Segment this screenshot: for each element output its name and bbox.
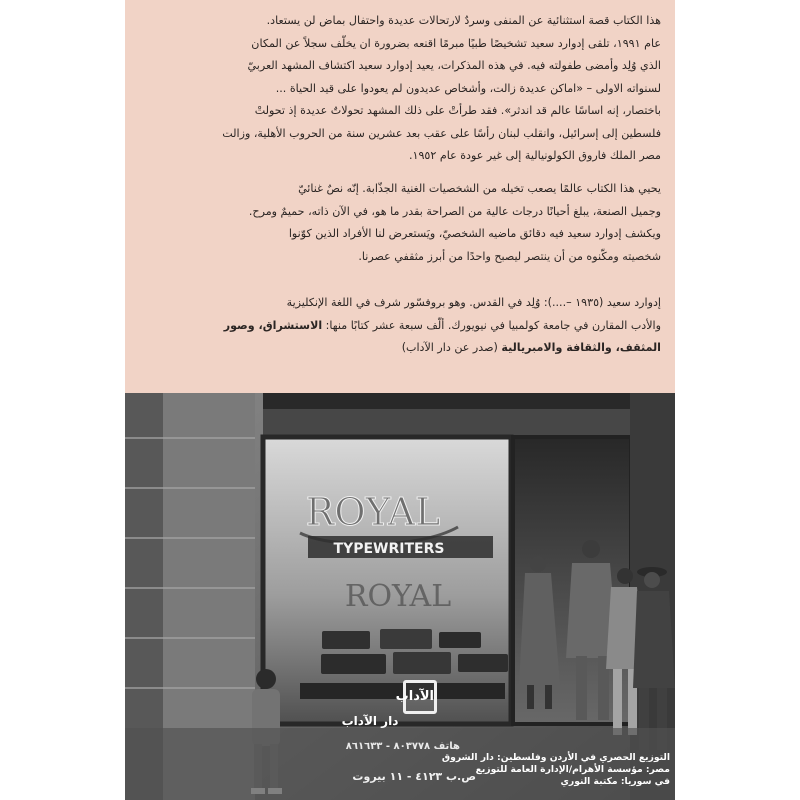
historical-storefront-photo [125, 393, 675, 800]
window-reflection-text: ROYAL [344, 579, 452, 614]
royal-sign: ROYAL [305, 490, 441, 534]
synopsis-line: يحيي هذا الكتاب عالمًا يصعب تخيله من الشخصيات الغنية الجذّابة. إنّه نصٌ غنائيّ [298, 182, 661, 195]
distribution-line: التوزيع الحصري في الأردن وفلسطين: دار الشروق [441, 752, 670, 763]
book-title-bold: المثقف، والثقافة والامبريالية [501, 341, 661, 354]
distribution-info [441, 752, 670, 787]
synopsis-line: مصر الملك فاروق الكولونيالية إلى غير عودة عام ١٩٥٢. [408, 149, 661, 162]
synopsis-line: باختصار، إنه اساسًا عالم قد اندثر». فقد طرأتْ على ذلك المشهد تحولاتٌ عديدة إذ تحولتْ [254, 104, 661, 117]
synopsis-paragraph-1 [139, 10, 661, 168]
synopsis-line: ويكشف إدوارد سعيد فيه دقائق ماضيه الشخصيّ، ويَستعرض لنا الأفراد الذين كوّنوا [288, 227, 661, 240]
distribution-line: مصر: مؤسسة الأهرام/الإدارة العامة للتوزيع [475, 763, 670, 775]
synopsis-line: هذا الكتاب قصة استثنائية عن المنفى وسردٌ لارتحالات عديدة واحتفال بماض لن يستعاد. [266, 14, 661, 27]
synopsis-line: عام ١٩٩١، تلقى إدوارد سعيد تشخيصًا طبيًا مبرمًا اقنعه بضرورة ان يخلّف سجلاً عن المكان [251, 36, 661, 50]
publisher-logo-icon: الآداب [403, 680, 437, 714]
synopsis-line: وجميل الصنعة، يبلغ أحيانًا درجات عالية من الصراحة بقدر ما هو، في الآن ذاته، حميمٌ ومرح. [248, 204, 661, 218]
author-bio-line [139, 315, 661, 338]
shop-header-band [263, 409, 649, 437]
publisher-phone: هاتف ٨٠٣٧٧٨ - ٨٦١٦٣٣ [345, 741, 460, 752]
typewriters-sign: TYPEWRITERS [333, 541, 445, 557]
synopsis-line: الذي وُلِد وأمضى طفولته فيه. في هذه المذكرات، يعيد إدوارد سعيد اكتشاف المشهد العربيّ [247, 59, 661, 72]
author-bio-line [139, 337, 661, 360]
publisher-po-box: ص.ب ٤١٢٣ - ١١ بيروت [352, 770, 476, 783]
author-bio-regular-text: والأدب المقارن في جامعة كولمبيا في نيويورك. ألّف سبعة عشر كتابًا منها: [322, 318, 661, 332]
synopsis-line: فلسطين إلى إسرائيل، وانقلب لبنان رأسًا على عقب بعد عشرين سنة من الحروب الأهلية، وزالت [222, 126, 661, 140]
publisher-name: دار الآداب [341, 714, 399, 728]
book-back-cover [125, 0, 675, 800]
synopsis-line: لسنواته الاولى – «اماكن عديدة زالت، وأشخاص عديدون لم يعودوا على قيد الحياة ... [275, 81, 661, 95]
synopsis-paragraph-2 [139, 178, 661, 268]
distribution-line: في سوريا: مكتبة النوري [560, 775, 670, 787]
storefront-photo-image [125, 393, 675, 800]
book-title-bold: الاستشراق، وصور [223, 318, 323, 332]
shop-top-frame [263, 393, 649, 409]
author-bio-line: إدوارد سعيد (١٩٣٥ –....): وُلِد في القدس. وهو بروفسّور شرف في اللغة الإنكليزية [286, 296, 661, 309]
author-bio-regular-text: (صدر عن دار الآداب) [401, 341, 502, 354]
author-bio-paragraph [139, 292, 661, 360]
synopsis-line: شخصيته ومكّنوه من أن ينتصر ليصبح واحدًا من أبرز مثقفي عصرنا. [358, 249, 661, 263]
